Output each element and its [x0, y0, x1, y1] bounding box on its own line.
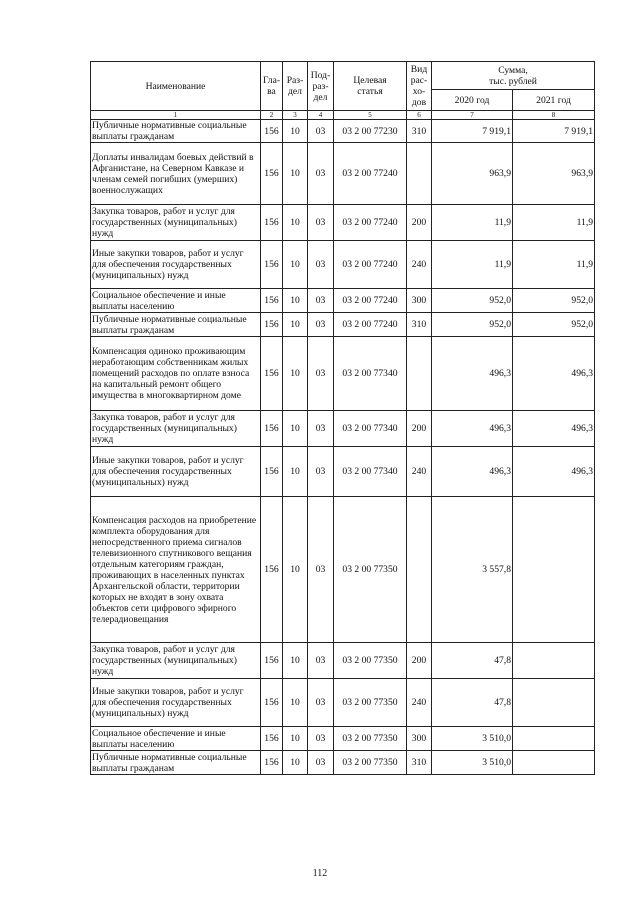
- row-razdel: 10: [283, 313, 308, 337]
- row-expense-type: 310: [407, 751, 432, 775]
- row-razdel: 10: [283, 337, 308, 411]
- row-razdel: 10: [283, 143, 308, 205]
- row-expense-type: 240: [407, 679, 432, 727]
- row-amount-2020: 496,3: [432, 447, 513, 497]
- header-podrazdel: [308, 62, 334, 111]
- table-row: [91, 751, 595, 775]
- row-amount-2020: 952,0: [432, 289, 513, 313]
- column-number: 3: [283, 111, 308, 120]
- row-glava: 156: [261, 143, 283, 205]
- row-amount-2021: [513, 751, 595, 775]
- row-glava: 156: [261, 643, 283, 679]
- row-target-article: 03 2 00 77340: [334, 447, 407, 497]
- row-name: Компенсация одиноко проживающим неработающим собственникам жилых помещений расходов по оплате взноса на капитальный ремонт общего имущества в многоквартирном доме: [91, 337, 261, 411]
- row-name: Закупка товаров, работ и услуг для государственных (муниципальных) нужд: [91, 205, 261, 241]
- header-glava: [261, 62, 283, 111]
- row-amount-2020: 47,8: [432, 643, 513, 679]
- row-name: Публичные нормативные социальные выплаты гражданам: [91, 120, 261, 143]
- row-name: Доплаты инвалидам боевых действий в Афганистане, на Северном Кавказе и членам семей погибших (умерших) военнослужащих: [91, 143, 261, 205]
- row-razdel: 10: [283, 643, 308, 679]
- table-row: [91, 411, 595, 447]
- row-name: Иные закупки товаров, работ и услуг для обеспечения государственных (муниципальных) нужд: [91, 679, 261, 727]
- row-razdel: 10: [283, 679, 308, 727]
- row-podrazdel: 03: [308, 120, 334, 143]
- row-glava: 156: [261, 289, 283, 313]
- row-expense-type: 310: [407, 120, 432, 143]
- row-target-article: 03 2 00 77350: [334, 751, 407, 775]
- row-expense-type: 300: [407, 289, 432, 313]
- row-razdel: 10: [283, 120, 308, 143]
- row-expense-type: 200: [407, 411, 432, 447]
- row-glava: 156: [261, 205, 283, 241]
- table-row: [91, 497, 595, 643]
- row-amount-2021: [513, 497, 595, 643]
- header-sum-text: Сумма, тыс. рублей: [489, 64, 537, 87]
- table-row: [91, 337, 595, 411]
- column-number: 1: [91, 111, 261, 120]
- row-podrazdel: 03: [308, 289, 334, 313]
- row-target-article: 03 2 00 77340: [334, 411, 407, 447]
- row-razdel: 10: [283, 241, 308, 289]
- row-glava: 156: [261, 679, 283, 727]
- row-target-article: 03 2 00 77350: [334, 497, 407, 643]
- row-name: Закупка товаров, работ и услуг для государственных (муниципальных) нужд: [91, 643, 261, 679]
- row-razdel: 10: [283, 751, 308, 775]
- row-expense-type: 240: [407, 447, 432, 497]
- row-amount-2021: [513, 643, 595, 679]
- row-amount-2021: 496,3: [513, 447, 595, 497]
- table-row: [91, 289, 595, 313]
- row-expense-type: 240: [407, 241, 432, 289]
- row-amount-2020: 3 557,8: [432, 497, 513, 643]
- row-amount-2021: 11,9: [513, 241, 595, 289]
- row-target-article: 03 2 00 77350: [334, 643, 407, 679]
- row-amount-2020: 963,9: [432, 143, 513, 205]
- column-number: 6: [407, 111, 432, 120]
- row-expense-type: 310: [407, 313, 432, 337]
- row-target-article: 03 2 00 77350: [334, 679, 407, 727]
- row-podrazdel: 03: [308, 727, 334, 751]
- header-razdel-text: Раз- дел: [286, 75, 304, 97]
- row-amount-2020: 952,0: [432, 313, 513, 337]
- table-row: [91, 120, 595, 143]
- row-name: Иные закупки товаров, работ и услуг для обеспечения государственных (муниципальных) нужд: [91, 241, 261, 289]
- row-target-article: 03 2 00 77240: [334, 205, 407, 241]
- row-amount-2021: 952,0: [513, 313, 595, 337]
- table-row: [91, 679, 595, 727]
- row-podrazdel: 03: [308, 679, 334, 727]
- row-name: Публичные нормативные социальные выплаты гражданам: [91, 313, 261, 337]
- row-glava: 156: [261, 411, 283, 447]
- row-target-article: 03 2 00 77240: [334, 289, 407, 313]
- row-expense-type: 200: [407, 643, 432, 679]
- row-razdel: 10: [283, 289, 308, 313]
- row-amount-2021: [513, 727, 595, 751]
- column-number: 5: [334, 111, 407, 120]
- row-amount-2021: [513, 679, 595, 727]
- row-glava: 156: [261, 120, 283, 143]
- row-podrazdel: 03: [308, 497, 334, 643]
- row-target-article: 03 2 00 77240: [334, 313, 407, 337]
- row-glava: 156: [261, 337, 283, 411]
- row-glava: 156: [261, 497, 283, 643]
- row-target-article: 03 2 00 77230: [334, 120, 407, 143]
- row-target-article: 03 2 00 77240: [334, 143, 407, 205]
- header-target-article: [334, 62, 407, 111]
- row-target-article: 03 2 00 77340: [334, 337, 407, 411]
- header-year-2020: 2020 год: [432, 90, 513, 111]
- row-expense-type: [407, 497, 432, 643]
- row-razdel: 10: [283, 447, 308, 497]
- header-expense-type: [407, 62, 432, 111]
- column-number: 4: [308, 111, 334, 120]
- table-row: [91, 241, 595, 289]
- row-glava: 156: [261, 447, 283, 497]
- row-name: Социальное обеспечение и иные выплаты населению: [91, 289, 261, 313]
- row-razdel: 10: [283, 497, 308, 643]
- table-row: [91, 205, 595, 241]
- header-name: Наименование: [91, 62, 261, 111]
- row-name: Закупка товаров, работ и услуг для государственных (муниципальных) нужд: [91, 411, 261, 447]
- row-razdel: 10: [283, 727, 308, 751]
- column-number-row: [91, 111, 595, 120]
- table-row: [91, 313, 595, 337]
- row-name: Иные закупки товаров, работ и услуг для обеспечения государственных (муниципальных) нужд: [91, 447, 261, 497]
- row-name: Социальное обеспечение и иные выплаты населению: [91, 727, 261, 751]
- table-row: [91, 447, 595, 497]
- row-amount-2020: 7 919,1: [432, 120, 513, 143]
- header-year-2021: 2021 год: [513, 90, 595, 111]
- header-target-article-text: Целевая статья: [353, 75, 387, 97]
- row-amount-2021: 7 919,1: [513, 120, 595, 143]
- row-podrazdel: 03: [308, 411, 334, 447]
- row-podrazdel: 03: [308, 143, 334, 205]
- row-razdel: 10: [283, 411, 308, 447]
- row-amount-2021: 952,0: [513, 289, 595, 313]
- row-podrazdel: 03: [308, 241, 334, 289]
- table-row: [91, 143, 595, 205]
- row-amount-2021: 11,9: [513, 205, 595, 241]
- row-target-article: 03 2 00 77350: [334, 727, 407, 751]
- row-amount-2021: 496,3: [513, 337, 595, 411]
- row-amount-2021: 963,9: [513, 143, 595, 205]
- row-amount-2020: 496,3: [432, 411, 513, 447]
- row-podrazdel: 03: [308, 643, 334, 679]
- header-podrazdel-text: Под- раз- дел: [310, 69, 331, 103]
- column-number: 7: [432, 111, 513, 120]
- row-name: Публичные нормативные социальные выплаты гражданам: [91, 751, 261, 775]
- row-amount-2020: 3 510,0: [432, 751, 513, 775]
- row-target-article: 03 2 00 77240: [334, 241, 407, 289]
- header-sum: [432, 62, 595, 90]
- row-podrazdel: 03: [308, 337, 334, 411]
- table-row: [91, 727, 595, 751]
- row-amount-2020: 3 510,0: [432, 727, 513, 751]
- row-expense-type: 300: [407, 727, 432, 751]
- row-name: Компенсация расходов на приобретение комплекта оборудования для непосредственного приема сигналов телевизионного спутникового вещания отдельным категориям граждан, проживающих в населенных пунктах Архангельской области, территории которых не входят в зону охвата объектов сети цифрового эфирного телерадиовещания: [91, 497, 261, 643]
- row-glava: 156: [261, 313, 283, 337]
- row-amount-2020: 496,3: [432, 337, 513, 411]
- row-expense-type: [407, 337, 432, 411]
- header-glava-text: Гла- ва: [262, 75, 281, 97]
- row-amount-2020: 11,9: [432, 241, 513, 289]
- row-amount-2021: 496,3: [513, 411, 595, 447]
- row-podrazdel: 03: [308, 205, 334, 241]
- page-number: 112: [312, 868, 328, 879]
- row-glava: 156: [261, 751, 283, 775]
- row-expense-type: [407, 143, 432, 205]
- table-row: [91, 643, 595, 679]
- row-podrazdel: 03: [308, 313, 334, 337]
- column-number: 8: [513, 111, 595, 120]
- row-glava: 156: [261, 241, 283, 289]
- row-amount-2020: 47,8: [432, 679, 513, 727]
- row-glava: 156: [261, 727, 283, 751]
- header-expense-type-text: Вид рас- хо- дов: [410, 64, 428, 108]
- row-amount-2020: 11,9: [432, 205, 513, 241]
- row-podrazdel: 03: [308, 447, 334, 497]
- row-podrazdel: 03: [308, 751, 334, 775]
- column-number: 2: [261, 111, 283, 120]
- budget-table: [90, 61, 595, 775]
- row-expense-type: 200: [407, 205, 432, 241]
- header-razdel: [283, 62, 308, 111]
- row-razdel: 10: [283, 205, 308, 241]
